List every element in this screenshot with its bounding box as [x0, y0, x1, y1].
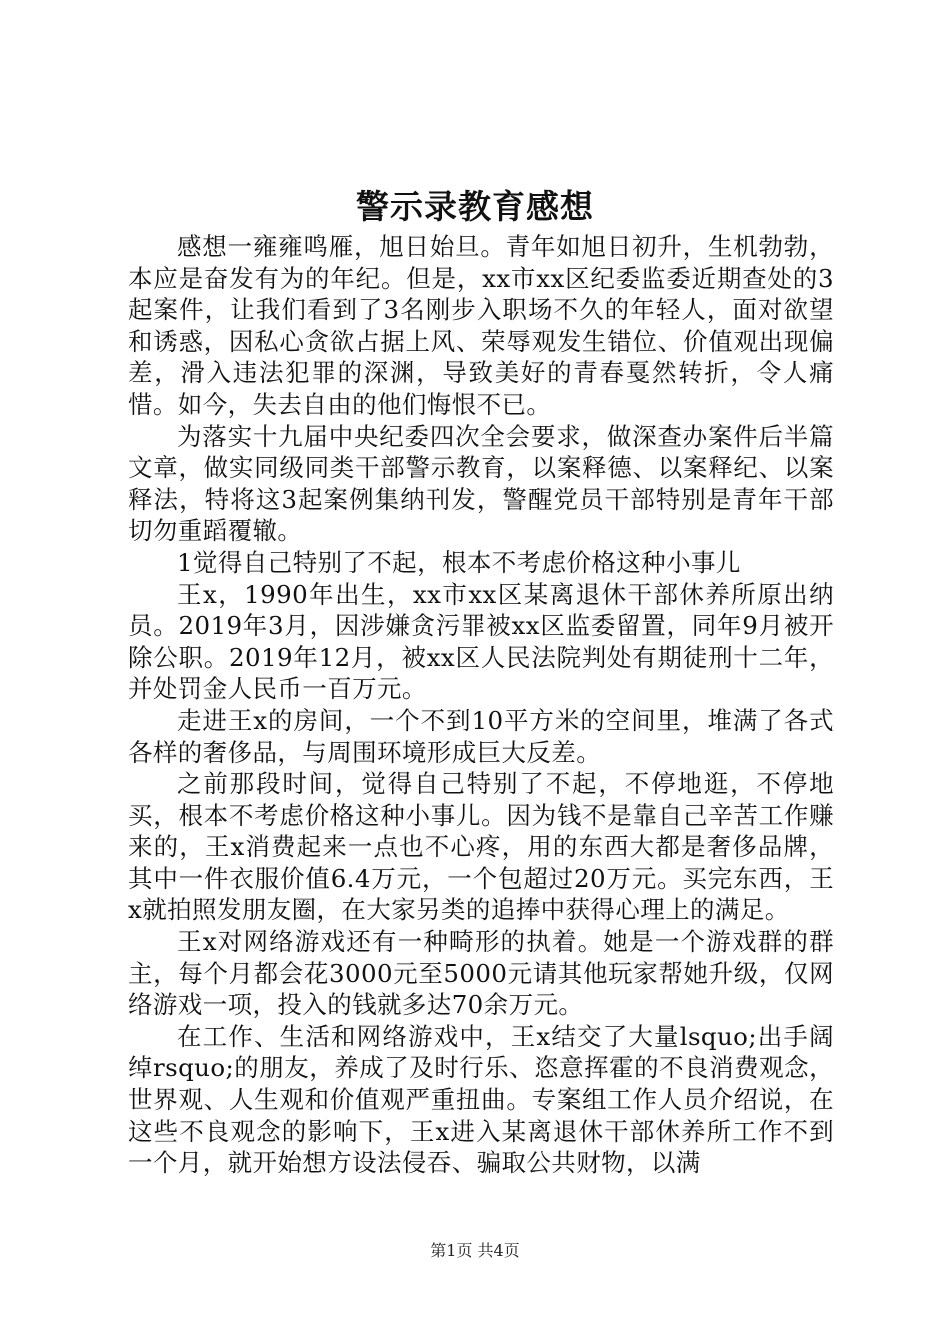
paragraph: 王x，1990年出生，xx市xx区某离退休干部休养所原出纳员。2019年3月，因涉嫌贪污罪被xx区监委留置，同年9月被开除公职。2019年12月，被xx区人民法院判处有期徒刑十二年，并处罚金人民币一百万元。: [128, 579, 834, 704]
paragraph: 为落实十九届中央纪委四次全会要求，做深查办案件后半篇文章，做实同级同类干部警示教育，以案释德、以案释纪、以案释法，特将这3起案例集纳刊发，警醒党员干部特别是青年干部切勿重蹈覆辙。: [128, 421, 834, 546]
paragraph: 之前那段时间，觉得自己特别了不起，不停地逛，不停地买，根本不考虑价格这种小事儿。因为钱不是靠自己辛苦工作赚来的，王x消费起来一点也不心疼，用的东西大都是奢侈品牌，其中一件衣服价值6.4万元，一个包超过20万元。买完东西，王x就拍照发朋友圈，在大家另类的追捧中获得心理上的满足。: [128, 769, 834, 925]
paragraph: 王x对网络游戏还有一种畸形的执着。她是一个游戏群的群主，每个月都会花3000元至5000元请其他玩家帮她升级，仅网络游戏一项，投入的钱就多达70余万元。: [128, 927, 834, 1020]
paragraph: 走进王x的房间，一个不到10平方米的空间里，堆满了各式各样的奢侈品，与周围环境形成巨大反差。: [128, 705, 834, 767]
paragraph: 感想一雍雍鸣雁，旭日始旦。青年如旭日初升，生机勃勃，本应是奋发有为的年纪。但是，xx市xx区纪委监委近期查处的3起案件，让我们看到了3名刚步入职场不久的年轻人，面对欲望和诱惑，因私心贪欲占据上风、荣辱观发生错位、价值观出现偏差，滑入违法犯罪的深渊，导致美好的青春戛然转折，令人痛惜。如今，失去自由的他们悔恨不已。: [128, 232, 834, 419]
paragraph: 在工作、生活和网络游戏中，王x结交了大量lsquo;出手阔绰rsquo;的朋友，养成了及时行乐、恣意挥霍的不良消费观念，世界观、人生观和价值观严重扭曲。专案组工作人员介绍说，在这些不良观念的影响下，王x进入某离退休干部休养所工作不到一个月，就开始想方设法侵吞、骗取公共财物，以满: [128, 1021, 834, 1178]
section-heading: 1觉得自己特别了不起，根本不考虑价格这种小事儿: [177, 547, 741, 577]
document-body: [128, 231, 834, 1179]
document-title: 警示录教育感想: [356, 187, 594, 226]
page-number-footer: 第1页 共4页: [430, 1241, 520, 1260]
